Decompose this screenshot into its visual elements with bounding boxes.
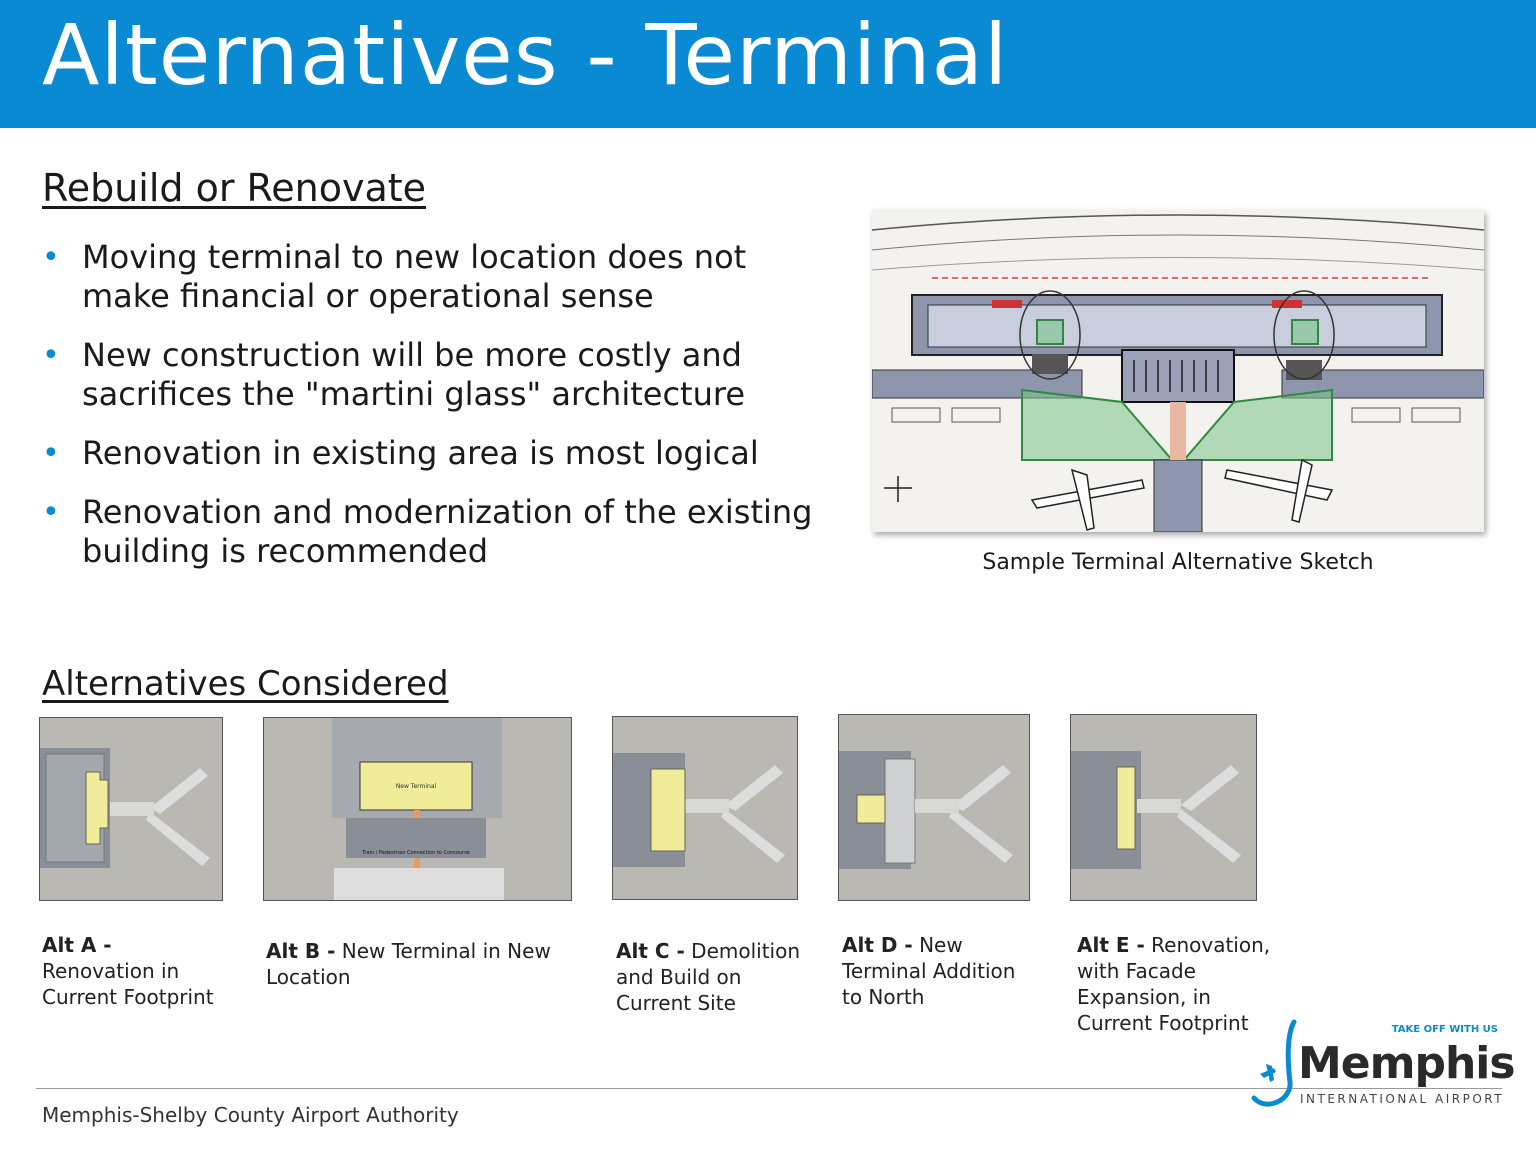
section-heading-rebuild: Rebuild or Renovate xyxy=(42,166,427,210)
alt-a-label xyxy=(42,932,227,1010)
sketch-caption: Sample Terminal Alternative Sketch xyxy=(982,550,1374,575)
alt-d-desc: New Terminal Addition to North xyxy=(842,933,1016,1009)
bullet-dot-icon: • xyxy=(42,338,60,373)
bullet-dot-icon: • xyxy=(42,436,60,471)
bullet-item xyxy=(42,493,822,571)
alt-c-map xyxy=(613,717,797,899)
memphis-airport-logo xyxy=(1246,1016,1515,1116)
alt-a-map-thumbnail xyxy=(39,717,223,901)
alt-d-map xyxy=(839,715,1029,900)
alt-d-label xyxy=(842,932,1032,1010)
alt-b-map-thumbnail xyxy=(263,717,572,901)
new-terminal-map-label: New Terminal xyxy=(395,783,437,790)
alt-e-code: Alt E - xyxy=(1077,933,1145,957)
alt-c-code: Alt C - xyxy=(616,939,685,963)
bullet-item xyxy=(42,336,822,414)
alt-c-label xyxy=(616,938,806,1016)
alt-a-map xyxy=(40,718,222,900)
logo-subtitle: INTERNATIONAL AIRPORT xyxy=(1300,1092,1505,1106)
bullet-dot-icon: • xyxy=(42,495,60,530)
bullet-text: New construction will be more costly and sacrifices the "martini glass" architecture xyxy=(82,336,745,413)
alt-c-map-thumbnail xyxy=(612,716,798,900)
logo-swoosh-icon xyxy=(1246,1016,1306,1116)
bullet-item xyxy=(42,434,822,473)
bullet-list xyxy=(42,238,822,591)
terminal-sketch-drawing xyxy=(872,210,1484,532)
alt-b-desc: New Terminal in New Location xyxy=(266,939,551,989)
terminal-sketch-image xyxy=(872,210,1484,532)
connector-map-label: Train / Pedestrian Connection to Concourse xyxy=(362,850,470,856)
alt-a-desc: Renovation in Current Footprint xyxy=(42,959,214,1009)
bullet-dot-icon: • xyxy=(42,240,60,275)
bullet-text: Moving terminal to new location does not make financial or operational sense xyxy=(82,238,747,315)
page-title: Alternatives - Terminal xyxy=(42,6,1009,104)
alt-e-map-thumbnail xyxy=(1070,714,1257,901)
alt-d-code: Alt D - xyxy=(842,933,913,957)
bullet-text: Renovation in existing area is most logical xyxy=(82,434,759,472)
alt-d-map-thumbnail xyxy=(838,714,1030,901)
alt-b-map xyxy=(264,718,571,900)
bullet-item xyxy=(42,238,822,316)
title-bar xyxy=(0,0,1536,128)
logo-wordmark: Memphis xyxy=(1298,1038,1515,1089)
footer-org-name: Memphis-Shelby County Airport Authority xyxy=(42,1103,459,1127)
alt-b-label xyxy=(266,938,566,990)
alt-a-code: Alt A - xyxy=(42,933,112,957)
section-heading-alternatives: Alternatives Considered xyxy=(42,664,449,704)
alt-e-map xyxy=(1071,715,1256,900)
logo-tagline: TAKE OFF WITH US xyxy=(1391,1024,1498,1035)
alt-b-code: Alt B - xyxy=(266,939,336,963)
alt-e-desc: Renovation, with Facade Expansion, in Current Footprint xyxy=(1077,933,1271,1035)
bullet-text: Renovation and modernization of the existing building is recommended xyxy=(82,493,813,570)
alt-c-desc: Demolition and Build on Current Site xyxy=(616,939,801,1015)
